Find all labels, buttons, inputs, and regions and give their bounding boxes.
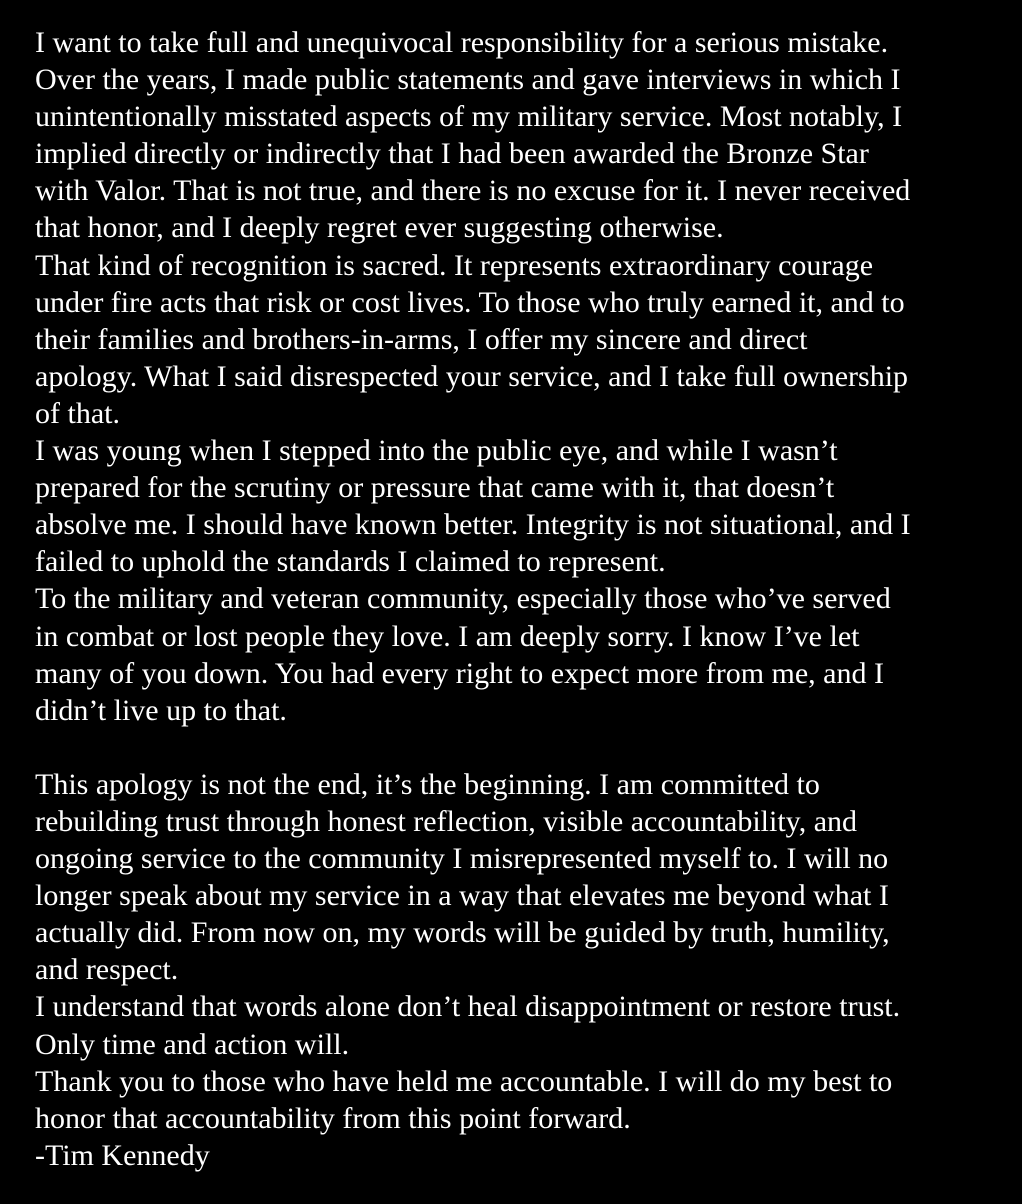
text-line: I understand that words alone don’t heal disappointment or restore trust. [35, 990, 901, 1024]
text-line: absolve me. I should have known better. Integrity is not situational, and I [35, 508, 911, 542]
signature: -Tim Kennedy [35, 1138, 210, 1172]
text-line: To the military and veteran community, especially those who’ve served [35, 582, 891, 616]
paragraph-commitment [35, 766, 1008, 989]
text-line: rebuilding trust through honest reflection, visible accountability, and [35, 804, 858, 838]
text-line: and respect. [35, 953, 179, 987]
text-line: of that. [35, 396, 120, 430]
text-line: longer speak about my service in a way that elevates me beyond what I [35, 879, 889, 913]
text-line: prepared for the scrutiny or pressure that came with it, that doesn’t [35, 471, 835, 505]
text-line: Only time and action will. [35, 1027, 350, 1061]
text-line: that honor, and I deeply regret ever suggesting otherwise. [35, 211, 724, 245]
text-line: in combat or lost people they love. I am deeply sorry. I know I’ve let [35, 619, 860, 653]
text-line: This apology is not the end, it’s the beginning. I am committed to [35, 767, 820, 801]
text-line: didn’t live up to that. [35, 693, 287, 727]
paragraph-recognition [35, 247, 1008, 432]
text-line: ongoing service to the community I misrepresented myself to. I will no [35, 842, 889, 876]
text-line: apology. What I said disrespected your service, and I take full ownership [35, 359, 909, 393]
text-line: implied directly or indirectly that I had been awarded the Bronze Star [35, 137, 869, 171]
text-line: Thank you to those who have held me accountable. I will do my best to [35, 1064, 893, 1098]
text-line: I want to take full and unequivocal responsibility for a serious mistake. [35, 26, 889, 59]
text-line: failed to uphold the standards I claimed to represent. [35, 545, 666, 579]
paragraph-thank-you [35, 1063, 1008, 1137]
text-line: under fire acts that risk or cost lives. To those who truly earned it, and to [35, 285, 905, 319]
paragraph-spacer [35, 729, 1008, 766]
paragraph-public-eye [35, 432, 1008, 580]
text-line: many of you down. You had every right to expect more from me, and I [35, 656, 884, 690]
paragraph-veteran-community [35, 580, 1008, 728]
text-line: honor that accountability from this point forward. [35, 1101, 631, 1135]
text-line: with Valor. That is not true, and there is no excuse for it. I never received [35, 174, 911, 208]
text-line: I was young when I stepped into the public eye, and while I wasn’t [35, 434, 838, 468]
paragraph-responsibility [35, 24, 1008, 247]
text-line: unintentionally misstated aspects of my military service. Most notably, I [35, 100, 903, 134]
text-line: their families and brothers-in-arms, I offer my sincere and direct [35, 322, 808, 356]
text-line: actually did. From now on, my words will be guided by truth, humility, [35, 916, 890, 950]
paragraph-words-alone [35, 988, 1008, 1062]
text-line: Over the years, I made public statements and gave interviews in which I [35, 63, 901, 97]
text-line: That kind of recognition is sacred. It represents extraordinary courage [35, 248, 874, 282]
